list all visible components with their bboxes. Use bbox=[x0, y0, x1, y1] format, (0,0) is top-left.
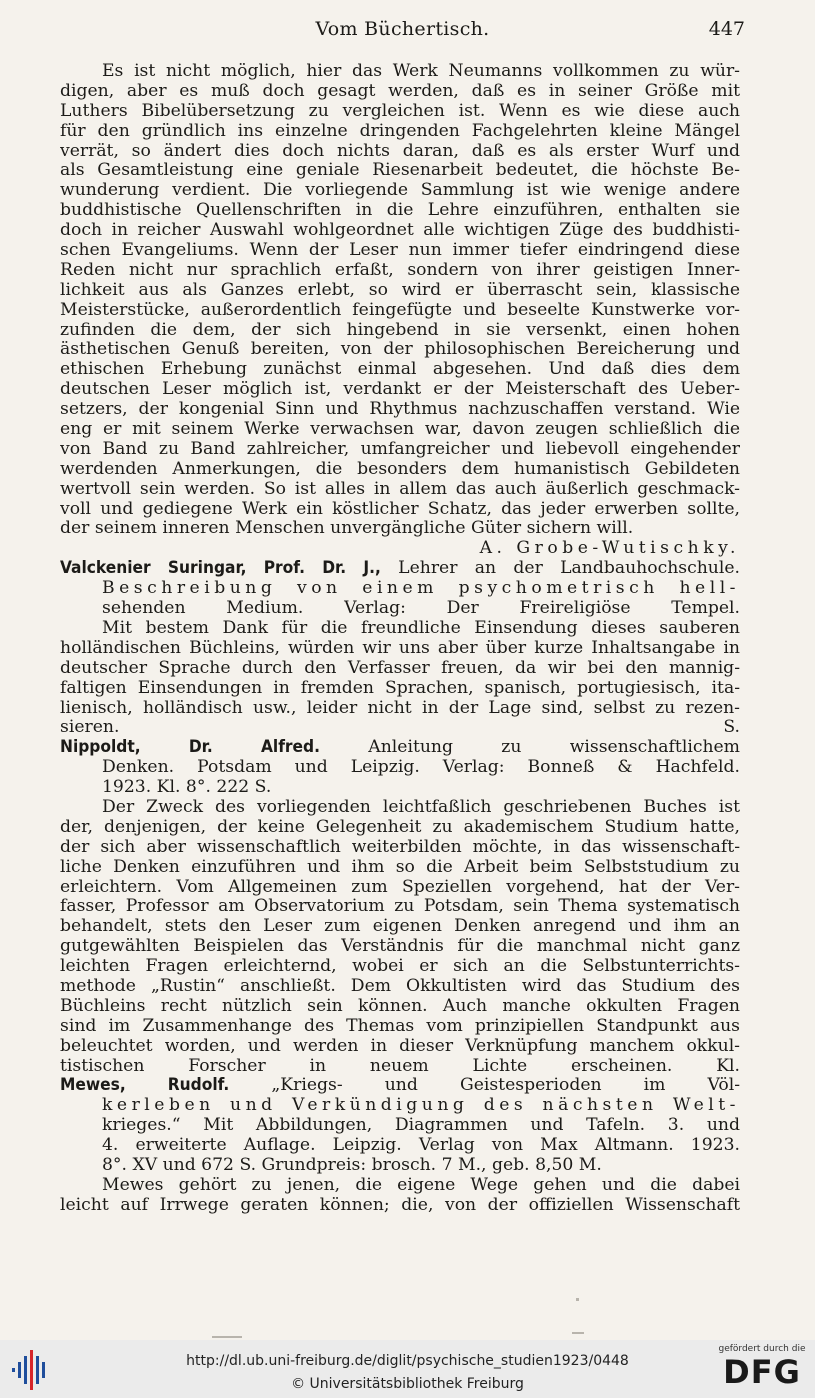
dfg-funder-logo bbox=[717, 1344, 807, 1396]
line-text: Meisterstücke, außerordentlich feingefügte und beseelte Kunstwerke vor- bbox=[60, 300, 740, 320]
line-text: Luthers Bibelübersetzung zu vergleichen ist. Wenn es wie diese auch bbox=[60, 101, 740, 121]
line-text: wertvoll sein werden. So ist alles in allem das auch äußerlich geschmack- bbox=[60, 479, 740, 499]
text-line bbox=[60, 261, 740, 281]
running-title: Vom Büchertisch. bbox=[315, 18, 490, 40]
text-line bbox=[60, 181, 740, 201]
line-text: Anleitung zu wissenschaftlichem bbox=[320, 738, 740, 758]
text-line bbox=[60, 738, 740, 758]
text-line bbox=[60, 1136, 740, 1156]
line-text: von Band zu Band zahlreicher, umfangreicher und liebevoll eingehender bbox=[60, 439, 740, 459]
text-line bbox=[60, 838, 740, 858]
entry-author: Mewes, Rudolf. bbox=[60, 1076, 230, 1096]
text-line bbox=[60, 977, 740, 997]
text-line bbox=[60, 201, 740, 221]
text-line bbox=[60, 360, 740, 380]
line-text: kerleben und Verkündigung des nächsten Welt- bbox=[102, 1096, 740, 1116]
text-line bbox=[60, 1116, 740, 1136]
text-line bbox=[60, 897, 740, 917]
line-text: methode „Rustin“ anschließt. Dem Okkultisten wird das Studium des bbox=[60, 976, 740, 996]
text-line bbox=[60, 659, 740, 679]
text-line bbox=[60, 718, 740, 738]
text-line bbox=[60, 420, 740, 440]
page-header bbox=[60, 18, 745, 46]
line-text: 8°. XV und 672 S. Grundpreis: brosch. 7 M., geb. 8,50 M. bbox=[102, 1155, 602, 1175]
text-line bbox=[60, 539, 740, 559]
text-line bbox=[60, 957, 740, 977]
text-line bbox=[60, 519, 740, 539]
text-line bbox=[60, 122, 740, 142]
funder-caption: gefördert durch die bbox=[718, 1344, 806, 1354]
line-text: der sich aber wissenschaftlich weiterbilden möchte, in das wissenschaft- bbox=[60, 837, 740, 857]
line-text: leichten Fragen erleichternd, wobei er sich an die Selbstunterrichts- bbox=[60, 957, 740, 977]
line-text: verrät, so ändert dies doch nichts daran, daß es als erster Wurf und bbox=[60, 141, 740, 161]
line-text: sind im Zusammenhange des Themas vom prinzipiellen Standpunkt aus bbox=[60, 1016, 740, 1036]
line-text: zufinden die dem, der sich hingebend in sie versenkt, einen hohen bbox=[60, 320, 740, 340]
line-text: sehenden Medium. Verlag: Der Freireligiöse Tempel. bbox=[102, 599, 740, 619]
line-text: Beschreibung von einem psychometrisch hell- bbox=[102, 579, 740, 599]
text-line bbox=[60, 599, 740, 619]
text-line bbox=[60, 62, 740, 82]
line-text: lichkeit aus als Ganzes erlebt, so wird er überrascht sein, klassische bbox=[60, 280, 740, 300]
text-line bbox=[60, 619, 740, 639]
line-text: lienisch, holländisch usw., leider nicht in der Lage sind, selbst zu rezen- bbox=[60, 698, 740, 718]
line-text: Büchleins recht nützlich sein können. Auch manche okkulten Fragen bbox=[60, 996, 740, 1016]
entry-author: Valckenier Suringar, Prof. Dr. J., bbox=[60, 559, 381, 579]
line-text: A. Grobe-Wutischky. bbox=[479, 539, 740, 559]
text-line bbox=[60, 142, 740, 162]
text-line bbox=[60, 321, 740, 341]
text-line bbox=[60, 579, 740, 599]
line-text: digen, aber es muß doch gesagt werden, daß es in seiner Größe mit bbox=[60, 81, 740, 101]
line-text: Der Zweck des vorliegenden leichtfaßlich geschriebenen Buches ist bbox=[102, 797, 740, 817]
line-text: eng er mit seinem Werke verwachsen war, davon zeugen schließlich die bbox=[60, 420, 740, 440]
line-text: tistischen Forscher in neuem Lichte erscheinen. Kl. bbox=[60, 1056, 740, 1076]
text-line bbox=[60, 161, 740, 181]
scan-artifacts bbox=[0, 1290, 815, 1340]
line-text: erleichtern. Vom Allgemeinen zum Speziellen vorgehend, hat der Ver- bbox=[60, 877, 740, 897]
line-text: „Kriegs- und Geistesperioden im Völ- bbox=[229, 1076, 740, 1096]
text-line bbox=[60, 380, 740, 400]
line-text: deutschen Leser möglich ist, verdankt er der Meisterschaft des Ueber- bbox=[60, 380, 740, 400]
text-line bbox=[60, 878, 740, 898]
text-line bbox=[60, 559, 740, 579]
text-line bbox=[60, 699, 740, 719]
line-text: 4. erweiterte Auflage. Leipzig. Verlag von Max Altmann. 1923. bbox=[102, 1136, 740, 1156]
line-text: faltigen Einsendungen in fremden Sprachen, spanisch, portugiesisch, ita- bbox=[60, 678, 740, 698]
line-text: werdenden Anmerkungen, die besonders dem humanistisch Gebildeten bbox=[60, 459, 740, 479]
text-line bbox=[60, 1057, 740, 1077]
text-line bbox=[60, 400, 740, 420]
line-text: krieges.“ Mit Abbildungen, Diagrammen und Tafeln. 3. und bbox=[102, 1116, 740, 1136]
line-text: Mewes gehört zu jenen, die eigene Wege gehen und die dabei bbox=[102, 1175, 740, 1195]
line-text: 1923. Kl. 8°. 222 S. bbox=[102, 778, 272, 798]
text-line bbox=[60, 1176, 740, 1196]
footer-bar bbox=[0, 1340, 815, 1398]
line-text: Lehrer an der Landbauhochschule. bbox=[380, 559, 740, 579]
line-text: doch in reicher Auswahl wohlgeordnet alle wichtigen Züge des buddhisti- bbox=[60, 221, 740, 241]
copyright-notice: © Universitätsbibliothek Freiburg bbox=[291, 1376, 524, 1392]
page-number: 447 bbox=[708, 18, 745, 40]
line-text: wunderung verdient. Die vorliegende Sammlung ist wie wenige andere bbox=[60, 181, 740, 201]
line-text: Reden nicht nur sprachlich erfaßt, sondern von ihrer geistigen Inner- bbox=[60, 260, 740, 280]
text-line bbox=[60, 1037, 740, 1057]
text-line bbox=[60, 1017, 740, 1037]
line-text: beleuchtet worden, und werden in dieser Verknüpfung manchem okkul- bbox=[60, 1036, 740, 1056]
text-line bbox=[60, 997, 740, 1017]
text-line bbox=[60, 500, 740, 520]
text-line bbox=[60, 758, 740, 778]
line-text: Denken. Potsdam und Leipzig. Verlag: Bonneß & Hachfeld. bbox=[102, 758, 740, 778]
text-line bbox=[60, 82, 740, 102]
text-line bbox=[60, 440, 740, 460]
line-text: liche Denken einzuführen und ihm so die Arbeit beim Selbststudium zu bbox=[60, 857, 740, 877]
entry-author: Nippoldt, Dr. Alfred. bbox=[60, 738, 320, 758]
source-url-link[interactable]: http://dl.ub.uni-freiburg.de/diglit/psychische_studien1923/0448 bbox=[186, 1353, 629, 1369]
line-text: ethischen Erhebung zunächst einmal abgesehen. Und daß dies dem bbox=[60, 360, 740, 380]
line-text: fasser, Professor am Observatorium zu Potsdam, sein Thema systematisch bbox=[60, 897, 740, 917]
line-text: buddhistische Quellenschriften in die Lehre einzuführen, enthalten sie bbox=[60, 201, 740, 221]
text-line bbox=[60, 340, 740, 360]
text-line bbox=[60, 937, 740, 957]
text-line bbox=[60, 1096, 740, 1116]
line-text: der, denjenigen, der keine Gelegenheit zu akademischem Studium hatte, bbox=[60, 817, 740, 837]
line-text: voll und gediegene Werk ein köstlicher Schatz, das jeder erwerben sollte, bbox=[60, 499, 740, 519]
text-line bbox=[60, 301, 740, 321]
line-text: setzers, der kongenial Sinn und Rhythmus nachzuschaffen verstand. Wie bbox=[60, 400, 740, 420]
line-text: leicht auf Irrwege geraten können; die, von der offiziellen Wissenschaft bbox=[60, 1195, 740, 1215]
line-text: behandelt, stets den Leser zum eigenen Denken anregend und ihm an bbox=[60, 917, 740, 937]
text-line bbox=[60, 679, 740, 699]
text-line bbox=[60, 221, 740, 241]
line-text: ästhetischen Genuß bereiten, von der philosophischen Bereicherung und bbox=[60, 340, 740, 360]
text-line bbox=[60, 1076, 740, 1096]
line-text: sieren. S. bbox=[60, 718, 740, 738]
line-text: holländischen Büchleins, würden wir uns aber über kurze Inhaltsangabe in bbox=[60, 638, 740, 658]
line-text: schen Evangeliums. Wenn der Leser nun immer tiefer eindringend diese bbox=[60, 241, 740, 261]
text-line bbox=[60, 798, 740, 818]
page-body-text bbox=[60, 62, 740, 1216]
text-line bbox=[60, 858, 740, 878]
line-text: gutgewählten Beispielen das Verständnis für die manchmal nicht ganz bbox=[60, 937, 740, 957]
text-line bbox=[60, 1156, 740, 1176]
text-line bbox=[60, 281, 740, 301]
text-line bbox=[60, 917, 740, 937]
line-text: Es ist nicht möglich, hier das Werk Neumanns vollkommen zu wür- bbox=[102, 62, 740, 81]
line-text: Mit bestem Dank für die freundliche Einsendung dieses sauberen bbox=[102, 618, 740, 638]
line-text: der seinem inneren Menschen unvergängliche Güter sichern will. bbox=[60, 519, 634, 539]
text-line bbox=[60, 778, 740, 798]
text-line bbox=[60, 639, 740, 659]
line-text: deutscher Sprache durch den Verfasser freuen, da wir bei den mannig- bbox=[60, 658, 740, 678]
text-line bbox=[60, 102, 740, 122]
text-line bbox=[60, 241, 740, 261]
line-text: für den gründlich ins einzelne dringenden Fachgelehrten kleine Mängel bbox=[60, 121, 740, 141]
text-line bbox=[60, 460, 740, 480]
text-line bbox=[60, 480, 740, 500]
dfg-logo-text: DFG bbox=[723, 1353, 801, 1391]
text-line bbox=[60, 818, 740, 838]
line-text: als Gesamtleistung eine geniale Riesenarbeit bedeutet, die höchste Be- bbox=[60, 161, 740, 181]
text-line bbox=[60, 1196, 740, 1216]
